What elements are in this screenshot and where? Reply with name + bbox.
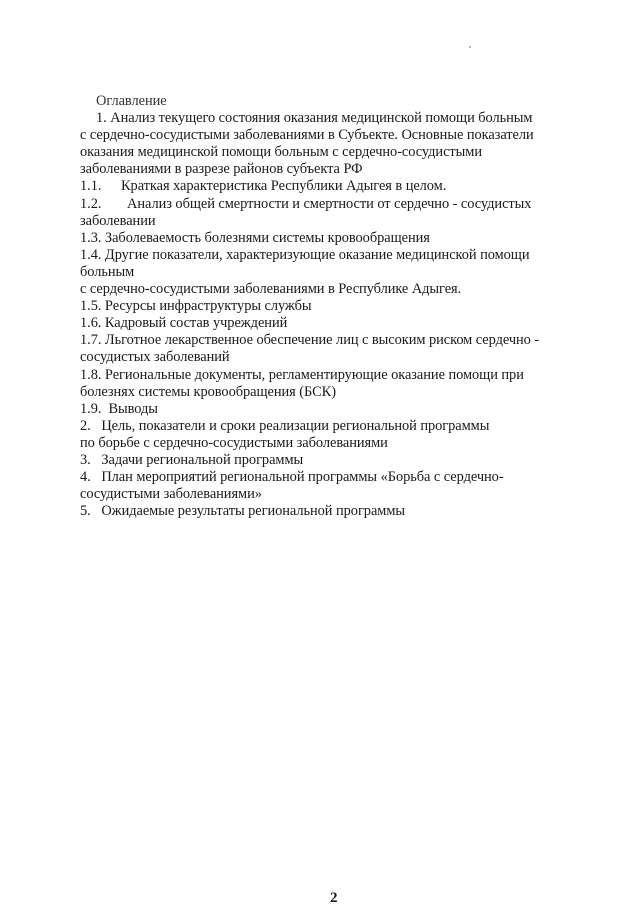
- toc-entry-1-4: [80, 247, 586, 298]
- toc-entry-3: 3. Задачи региональной программы: [80, 451, 304, 468]
- page-number: 2: [330, 890, 338, 906]
- toc-entry-4-line-1: 4. План мероприятий региональной программы «Борьба с сердечно-: [80, 469, 504, 486]
- toc-entry-1-7-line-2: сосудистых заболеваний: [80, 349, 230, 366]
- toc-entry-1-2-continuation: заболевании: [80, 212, 156, 229]
- toc-entry-2: [80, 418, 586, 452]
- toc-entry-1-1-number: 1.1.: [80, 178, 102, 195]
- toc-entry-1-8: [80, 367, 586, 401]
- toc-entry-1-line-3: оказания медицинской помощи больным с сердечно-сосудистыми: [80, 144, 482, 161]
- toc-entry-1-line-2: с сердечно-сосудистыми заболеваниями в Субъекте. Основные показатели: [80, 127, 534, 144]
- toc-entry-1-8-line-1: 1.8. Региональные документы, регламентирующие оказание помощи при: [80, 366, 524, 383]
- toc-entry-1-4-line-2: больным: [80, 263, 135, 280]
- toc-entry-1: [80, 110, 586, 178]
- scan-speck: [469, 46, 471, 48]
- toc-entry-4: [80, 469, 586, 503]
- toc-entry-1-line-1: 1. Анализ текущего состояния оказания медицинской помощи больным: [96, 110, 533, 127]
- toc-entry-1-5: 1.5. Ресурсы инфраструктуры службы: [80, 298, 312, 315]
- toc-entry-1-2-title: Анализ общей смертности и смертности от сердечно - сосудистых: [127, 195, 532, 212]
- toc-entry-2-line-1: 2. Цель, показатели и сроки реализации региональной программы: [80, 417, 490, 434]
- table-of-contents: [80, 93, 586, 520]
- toc-entry-1-4-line-3: с сердечно-сосудистыми заболеваниями в Республике Адыгея.: [80, 281, 462, 298]
- toc-entry-2-line-2: по борьбе с сердечно-сосудистыми заболеваниями: [80, 434, 388, 451]
- toc-entry-5: 5. Ожидаемые результаты региональной программы: [80, 503, 406, 520]
- toc-heading: Оглавление: [96, 93, 167, 109]
- toc-entry-1-7-line-1: 1.7. Льготное лекарственное обеспечение лиц с высоким риском сердечно -: [80, 332, 540, 349]
- toc-entry-1-2: [80, 196, 586, 230]
- toc-entry-1-1-title: Краткая характеристика Республики Адыгея в целом.: [121, 178, 447, 195]
- toc-entry-1-1: [80, 178, 586, 195]
- toc-entry-1-4-line-1: 1.4. Другие показатели, характеризующие оказание медицинской помощи: [80, 246, 530, 263]
- toc-entry-1-9: 1.9. Выводы: [80, 400, 158, 417]
- toc-entry-1-line-4: заболеваниями в разрезе районов субъекта РФ: [80, 161, 363, 178]
- toc-entry-1-7: [80, 332, 586, 366]
- toc-entry-1-2-number: 1.2.: [80, 195, 102, 212]
- toc-entry-4-line-2: сосудистыми заболеваниями»: [80, 486, 262, 503]
- toc-entry-1-6: 1.6. Кадровый состав учреждений: [80, 315, 288, 332]
- toc-entry-1-8-line-2: болезнях системы кровообращения (БСК): [80, 383, 336, 400]
- toc-entry-1-3: 1.3. Заболеваемость болезнями системы кровообращения: [80, 229, 430, 246]
